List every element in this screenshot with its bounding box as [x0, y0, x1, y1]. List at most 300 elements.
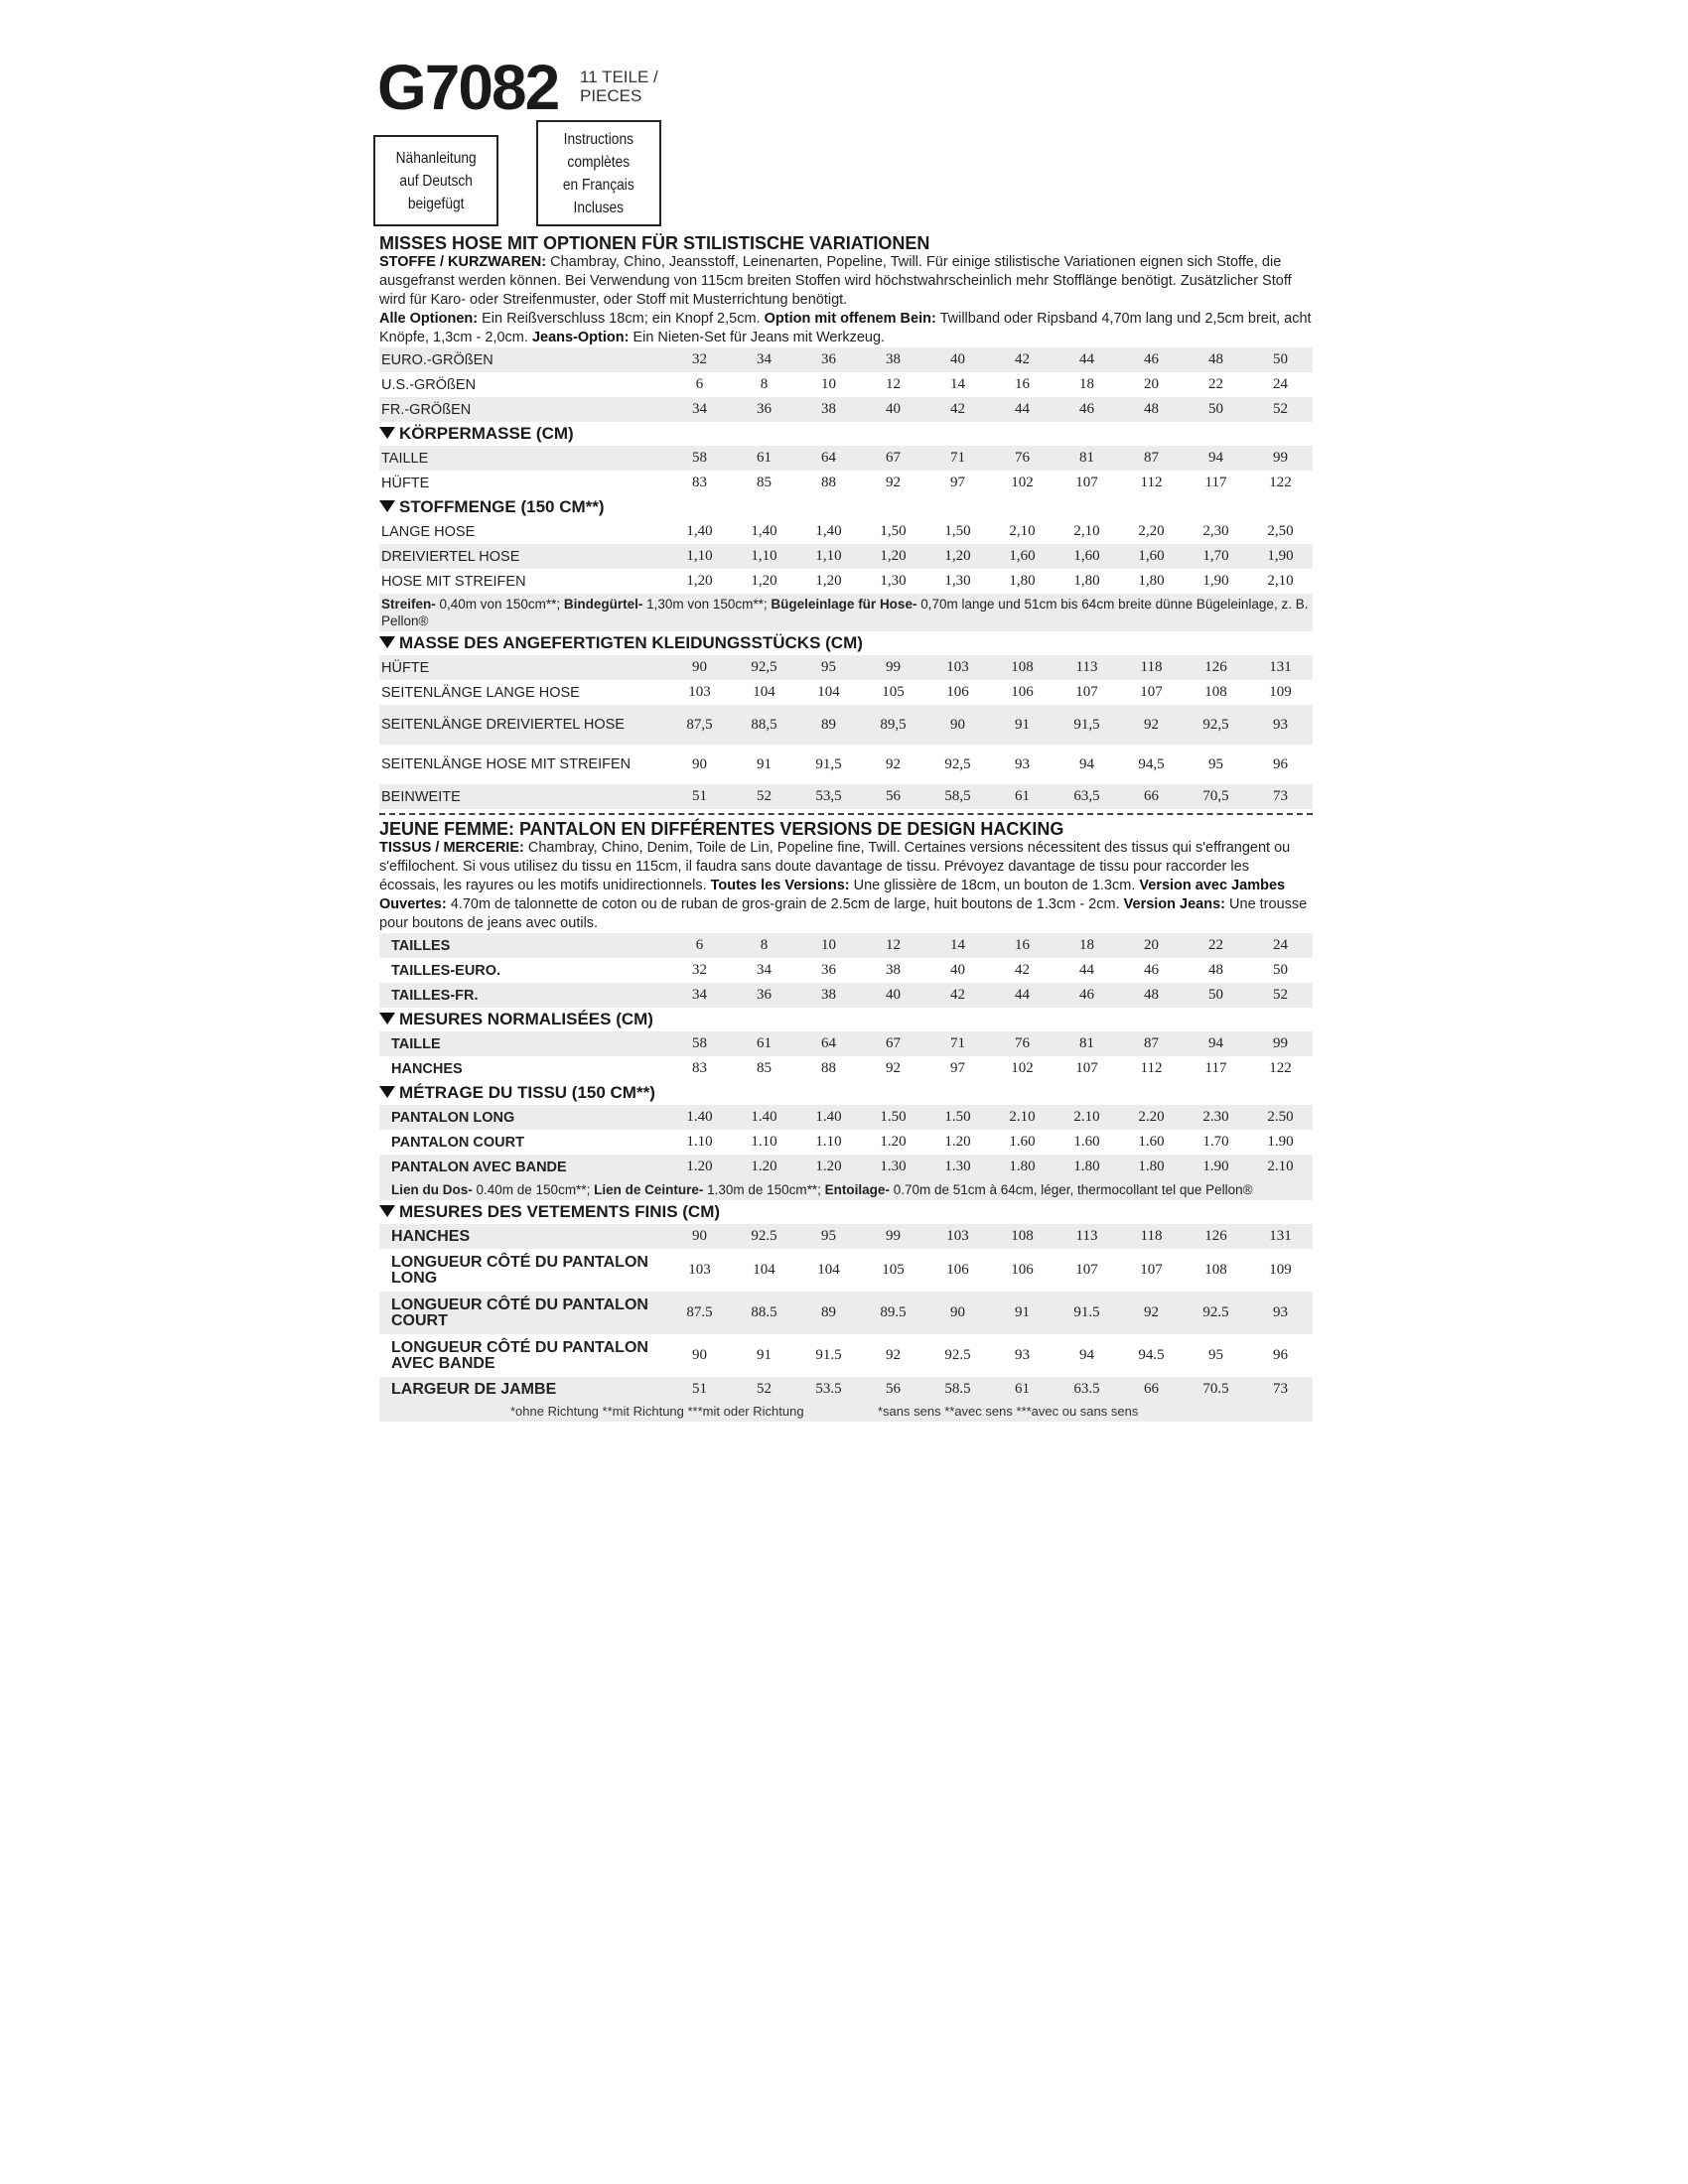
size-value-cell: 1.90 — [1184, 1155, 1248, 1179]
size-value-cell: 108 — [990, 1224, 1055, 1249]
table-row — [379, 933, 1313, 958]
size-value-cell: 1.40 — [732, 1105, 796, 1130]
size-value-cell: 20 — [1119, 933, 1184, 958]
size-value-cell: 44 — [990, 983, 1055, 1008]
size-value-cell: 96 — [1273, 1347, 1288, 1363]
table-row — [379, 519, 1313, 544]
size-value-cell: 2.10 — [990, 1105, 1055, 1130]
size-value-cell: 53.5 — [796, 1377, 861, 1402]
size-value-cell: 18 — [1079, 376, 1094, 392]
size-value-cell: 107 — [1140, 1262, 1163, 1278]
size-value-cell: 51 — [667, 1377, 732, 1402]
size-chart-content — [379, 232, 1313, 1422]
size-value-cell: 95 — [1208, 1347, 1223, 1363]
size-value-cell: 12 — [886, 376, 901, 392]
german-notions: Alle Optionen: Ein Reißverschluss 18cm; ein Knopf 2,5cm. Option mit offenem Bein: Twillband oder Ripsband 4,70m lang und 2,5cm breit, acht Knöpfe, 1,3cm - 2,0cm. Jeans-Option: Ein Nieten-Set für Jeans mit Werkzeug. — [379, 311, 1312, 345]
size-value-cell: 97 — [950, 1060, 965, 1076]
row-label: BEINWEITE — [379, 784, 667, 809]
size-value-cell: 1,20 — [686, 573, 713, 589]
size-value-cell: 91,5 — [815, 755, 842, 772]
size-value-cell: 1.10 — [686, 1134, 713, 1150]
table-row — [379, 655, 1313, 680]
size-value-cell: 56 — [861, 1377, 925, 1402]
french-size-table — [379, 933, 1313, 1008]
size-value-cell: 87 — [1119, 1031, 1184, 1056]
table-row — [379, 983, 1313, 1008]
size-value-cell: 32 — [692, 962, 707, 978]
size-value-cell: 1.30 — [925, 1155, 990, 1179]
size-value-cell: 1,60 — [1055, 544, 1119, 569]
size-value-cell: 102 — [1011, 475, 1034, 490]
row-label: PANTALON COURT — [391, 1134, 524, 1151]
size-value-cell: 83 — [692, 475, 707, 490]
size-value-cell: 50 — [1248, 347, 1313, 372]
german-instructions-text: Nähanleitung auf Deutsch beigefügt — [395, 149, 477, 212]
size-value-cell: 85 — [757, 475, 772, 490]
size-value-cell: 38 — [861, 347, 925, 372]
row-label: SEITENLÄNGE HOSE MIT STREIFEN — [381, 756, 632, 772]
size-value-cell: 126 — [1184, 655, 1248, 680]
table-row — [379, 958, 1313, 983]
size-value-cell: 2,20 — [1138, 523, 1165, 539]
size-value-cell: 104 — [753, 684, 775, 700]
size-value-cell: 8 — [760, 376, 769, 392]
size-value-cell: 2,10 — [1267, 573, 1294, 589]
table-row — [379, 544, 1313, 569]
size-value-cell: 58 — [667, 1031, 732, 1056]
size-value-cell: 66 — [1119, 784, 1184, 809]
size-value-cell: 1.20 — [880, 1134, 907, 1150]
size-value-cell: 91.5 — [1055, 1292, 1119, 1334]
size-value-cell: 1.60 — [1009, 1134, 1036, 1150]
size-value-cell: 1.80 — [1055, 1155, 1119, 1179]
german-finished-table — [379, 655, 1313, 809]
size-value-cell: 6 — [667, 933, 732, 958]
data-table — [379, 655, 1313, 809]
size-value-cell: 91 — [990, 705, 1055, 745]
size-value-cell: 93 — [1015, 755, 1030, 772]
size-value-cell: 61 — [990, 1377, 1055, 1402]
row-label: HOSE MIT STREIFEN — [381, 573, 526, 590]
size-value-cell: 61 — [732, 446, 796, 471]
french-fabric-heading: MÉTRAGE DU TISSU (150 CM**) — [379, 1081, 1313, 1105]
size-value-cell: 1,80 — [1073, 573, 1100, 589]
size-value-cell: 14 — [950, 376, 965, 392]
size-value-cell: 1,40 — [815, 523, 842, 539]
size-value-cell: 76 — [990, 446, 1055, 471]
size-value-cell: 14 — [925, 933, 990, 958]
size-value-cell: 40 — [925, 347, 990, 372]
size-value-cell: 1.90 — [1267, 1134, 1294, 1150]
size-value-cell: 107 — [1075, 1262, 1098, 1278]
table-row — [379, 372, 1313, 397]
size-value-cell: 50 — [1184, 397, 1248, 422]
size-value-cell: 92 — [886, 475, 901, 490]
size-value-cell: 10 — [821, 376, 836, 392]
size-value-cell: 92 — [1119, 705, 1184, 745]
size-value-cell: 1.20 — [944, 1134, 971, 1150]
french-finished-table — [379, 1224, 1313, 1402]
size-value-cell: 90 — [692, 1347, 707, 1363]
size-value-cell: 51 — [667, 784, 732, 809]
size-value-cell: 1,40 — [751, 523, 777, 539]
size-value-cell: 90 — [667, 655, 732, 680]
size-value-cell: 1,90 — [1202, 573, 1229, 589]
size-value-cell: 88,5 — [732, 705, 796, 745]
size-value-cell: 1,50 — [944, 523, 971, 539]
size-value-cell: 106 — [946, 1262, 969, 1278]
table-row — [379, 471, 1313, 495]
footnote-french: *sans sens **avec sens ***avec ou sans sens — [878, 1404, 1139, 1419]
table-row — [379, 705, 1313, 745]
size-value-cell: 106 — [946, 684, 969, 700]
table-row — [379, 1292, 1313, 1334]
size-value-cell: 48 — [1119, 397, 1184, 422]
triangle-down-icon — [379, 1205, 395, 1217]
triangle-down-icon — [379, 1086, 395, 1098]
footnotes — [379, 1402, 1313, 1422]
size-value-cell: 88 — [821, 1060, 836, 1076]
size-value-cell: 44 — [1079, 962, 1094, 978]
size-value-cell: 34 — [732, 347, 796, 372]
size-value-cell: 91 — [990, 1292, 1055, 1334]
size-value-cell: 1.20 — [732, 1155, 796, 1179]
row-label: EURO.-GRÖßEN — [379, 347, 667, 372]
size-value-cell: 109 — [1269, 684, 1292, 700]
row-label: SEITENLÄNGE LANGE HOSE — [381, 684, 580, 701]
row-label: FR.-GRÖßEN — [379, 397, 667, 422]
triangle-down-icon — [379, 427, 395, 439]
size-value-cell: 99 — [1248, 446, 1313, 471]
triangle-down-icon — [379, 636, 395, 648]
size-value-cell: 53,5 — [796, 784, 861, 809]
size-value-cell: 126 — [1184, 1224, 1248, 1249]
size-value-cell: 95 — [1208, 755, 1223, 772]
size-value-cell: 81 — [1055, 446, 1119, 471]
size-value-cell: 2.10 — [1055, 1105, 1119, 1130]
size-value-cell: 1.20 — [667, 1155, 732, 1179]
french-body-heading: MESURES NORMALISÉES (CM) — [379, 1008, 1313, 1031]
size-value-cell: 97 — [950, 475, 965, 490]
size-value-cell: 105 — [882, 684, 905, 700]
size-value-cell: 48 — [1119, 983, 1184, 1008]
size-value-cell: 93 — [1015, 1347, 1030, 1363]
row-label: HÜFTE — [381, 475, 430, 491]
size-value-cell: 24 — [1273, 376, 1288, 392]
size-value-cell: 40 — [861, 983, 925, 1008]
size-value-cell: 87 — [1119, 446, 1184, 471]
size-value-cell: 40 — [861, 397, 925, 422]
size-value-cell: 112 — [1140, 1060, 1163, 1076]
size-value-cell: 104 — [817, 684, 840, 700]
size-value-cell: 73 — [1248, 784, 1313, 809]
size-value-cell: 46 — [1144, 962, 1159, 978]
row-label: SEITENLÄNGE DREIVIERTEL HOSE — [379, 705, 667, 745]
size-value-cell: 1.60 — [1138, 1134, 1165, 1150]
size-value-cell: 91 — [757, 1347, 772, 1363]
size-value-cell: 63,5 — [1055, 784, 1119, 809]
table-row — [379, 1377, 1313, 1402]
size-value-cell: 73 — [1248, 1377, 1313, 1402]
german-finished-heading: MASSE DES ANGEFERTIGTEN KLEIDUNGSSTÜCKS (CM) — [379, 631, 1313, 655]
size-value-cell: 2.30 — [1184, 1105, 1248, 1130]
size-value-cell: 113 — [1055, 655, 1119, 680]
size-value-cell: 2,30 — [1202, 523, 1229, 539]
data-table — [379, 446, 1313, 495]
size-value-cell: 1,70 — [1184, 544, 1248, 569]
size-value-cell: 38 — [796, 397, 861, 422]
size-value-cell: 36 — [821, 962, 836, 978]
size-value-cell: 92.5 — [1184, 1292, 1248, 1334]
size-value-cell: 103 — [688, 1262, 711, 1278]
size-value-cell: 90 — [925, 705, 990, 745]
row-label: LANGE HOSE — [381, 523, 476, 540]
size-value-cell: 1,50 — [880, 523, 907, 539]
size-value-cell: 91 — [757, 755, 772, 772]
size-value-cell: 107 — [1075, 475, 1098, 490]
row-label: HANCHES — [391, 1060, 463, 1077]
size-value-cell: 96 — [1273, 755, 1288, 772]
german-body-table — [379, 446, 1313, 495]
size-value-cell: 6 — [695, 376, 704, 392]
size-value-cell: 87,5 — [667, 705, 732, 745]
size-value-cell: 58.5 — [925, 1377, 990, 1402]
size-value-cell: 118 — [1119, 1224, 1184, 1249]
size-value-cell: 44 — [1055, 347, 1119, 372]
size-value-cell: 1,20 — [751, 573, 777, 589]
data-table — [379, 1031, 1313, 1081]
size-value-cell: 2.50 — [1248, 1105, 1313, 1130]
size-value-cell: 36 — [796, 347, 861, 372]
row-label: LONGUEUR CÔTÉ DU PANTALON LONG — [391, 1253, 648, 1287]
size-value-cell: 46 — [1055, 397, 1119, 422]
row-label: TAILLES — [379, 933, 667, 958]
size-value-cell: 1.10 — [815, 1134, 842, 1150]
size-value-cell: 95 — [796, 1224, 861, 1249]
table-row — [379, 1334, 1313, 1377]
size-value-cell: 52 — [732, 784, 796, 809]
french-fabric-table — [379, 1105, 1313, 1179]
size-value-cell: 103 — [688, 684, 711, 700]
size-value-cell: 94 — [1184, 446, 1248, 471]
size-value-cell: 67 — [861, 1031, 925, 1056]
size-value-cell: 122 — [1269, 475, 1292, 490]
size-value-cell: 36 — [732, 983, 796, 1008]
size-value-cell: 52 — [732, 1377, 796, 1402]
size-value-cell: 42 — [990, 347, 1055, 372]
size-value-cell: 104 — [753, 1262, 775, 1278]
row-label: HANCHES — [379, 1224, 667, 1249]
data-table — [379, 1224, 1313, 1402]
size-value-cell: 89 — [796, 705, 861, 745]
size-value-cell: 1.30 — [861, 1155, 925, 1179]
size-value-cell: 106 — [1011, 1262, 1034, 1278]
size-value-cell: 16 — [990, 933, 1055, 958]
size-value-cell: 92 — [886, 755, 901, 772]
french-instructions-box — [536, 120, 661, 226]
size-value-cell: 46 — [1055, 983, 1119, 1008]
size-value-cell: 1,30 — [880, 573, 907, 589]
size-value-cell: 76 — [990, 1031, 1055, 1056]
size-value-cell: 1.40 — [796, 1105, 861, 1130]
data-table — [379, 347, 1313, 422]
size-value-cell: 122 — [1269, 1060, 1292, 1076]
data-table — [379, 933, 1313, 1008]
size-value-cell: 2.10 — [1248, 1155, 1313, 1179]
table-row — [379, 569, 1313, 594]
size-value-cell: 34 — [667, 983, 732, 1008]
size-value-cell: 107 — [1140, 684, 1163, 700]
size-value-cell: 89 — [796, 1292, 861, 1334]
french-fabrics: TISSUS / MERCERIE: Chambray, Chino, Denim, Toile de Lin, Popeline fine, Twill. Certaines versions nécessitent des tissus qui s'effrangent ou s'effilochent. Si vous utilisez du tissu en 115cm, il faudra sans doute davantage de tissu. Prévoyez davantage de tissu pour raccorder les écossais, les rayures ou les motifs unidirectionnels. Toutes les Versions: Une glissière de 18cm, un bouton de 1.3cm. Version avec Jambes Ouvertes: 4.70m de talonnette de coton ou de ruban de gros-grain de 2.5cm de large, huit boutons de 1.3cm - 2cm. Version Jeans: Une trousse pour boutons de jeans avec outils. — [379, 840, 1308, 931]
size-value-cell: 92 — [1119, 1292, 1184, 1334]
size-value-cell: 1.80 — [990, 1155, 1055, 1179]
size-value-cell: 50 — [1273, 962, 1288, 978]
table-row — [379, 446, 1313, 471]
french-title: JEUNE FEMME: PANTALON EN DIFFÉRENTES VERSIONS DE DESIGN HACKING — [379, 819, 1064, 839]
size-value-cell: 1,20 — [861, 544, 925, 569]
size-value-cell: 108 — [1204, 1262, 1227, 1278]
size-value-cell: 92 — [886, 1060, 901, 1076]
size-value-cell: 67 — [861, 446, 925, 471]
size-value-cell: 108 — [990, 655, 1055, 680]
row-label: TAILLE — [379, 446, 667, 471]
german-title: MISSES HOSE MIT OPTIONEN FÜR STILISTISCHE VARIATIONEN — [379, 233, 930, 253]
size-value-cell: 131 — [1248, 1224, 1313, 1249]
size-value-cell: 1,60 — [990, 544, 1055, 569]
row-label: TAILLES-FR. — [379, 983, 667, 1008]
size-value-cell: 52 — [1248, 397, 1313, 422]
size-value-cell: 89,5 — [861, 705, 925, 745]
size-value-cell: 1,40 — [686, 523, 713, 539]
size-value-cell: 131 — [1248, 655, 1313, 680]
size-value-cell: 1,30 — [944, 573, 971, 589]
size-value-cell: 34 — [757, 962, 772, 978]
size-value-cell: 94 — [1184, 1031, 1248, 1056]
table-row — [379, 1056, 1313, 1081]
size-value-cell: 99 — [861, 1224, 925, 1249]
size-value-cell: 63.5 — [1055, 1377, 1119, 1402]
size-value-cell: 38 — [796, 983, 861, 1008]
size-value-cell: 108 — [1204, 684, 1227, 700]
size-value-cell: 118 — [1119, 655, 1184, 680]
table-row — [379, 1130, 1313, 1155]
size-value-cell: 20 — [1144, 376, 1159, 392]
size-value-cell: 16 — [1015, 376, 1030, 392]
size-value-cell: 8 — [732, 933, 796, 958]
size-value-cell: 1,90 — [1248, 544, 1313, 569]
size-value-cell: 104 — [817, 1262, 840, 1278]
french-finished-heading: MESURES DES VETEMENTS FINIS (CM) — [379, 1200, 1313, 1224]
size-value-cell: 48 — [1208, 962, 1223, 978]
size-value-cell: 92,5 — [732, 655, 796, 680]
size-value-cell: 61 — [732, 1031, 796, 1056]
size-value-cell: 85 — [757, 1060, 772, 1076]
size-value-cell: 10 — [796, 933, 861, 958]
triangle-down-icon — [379, 1013, 395, 1024]
size-value-cell: 92,5 — [1184, 705, 1248, 745]
size-value-cell: 94 — [1079, 755, 1094, 772]
size-value-cell: 1,20 — [925, 544, 990, 569]
size-value-cell: 38 — [886, 962, 901, 978]
size-value-cell: 113 — [1055, 1224, 1119, 1249]
row-label: DREIVIERTEL HOSE — [379, 544, 667, 569]
size-value-cell: 90 — [925, 1292, 990, 1334]
row-label: LONGUEUR CÔTÉ DU PANTALON COURT — [379, 1292, 667, 1334]
table-row — [379, 347, 1313, 372]
size-value-cell: 95 — [796, 655, 861, 680]
size-value-cell: 117 — [1204, 475, 1227, 490]
size-value-cell: 61 — [990, 784, 1055, 809]
row-label: PANTALON AVEC BANDE — [379, 1155, 667, 1179]
size-value-cell: 52 — [1248, 983, 1313, 1008]
size-value-cell: 88 — [821, 475, 836, 490]
size-value-cell: 24 — [1248, 933, 1313, 958]
size-value-cell: 107 — [1075, 684, 1098, 700]
row-label: TAILLES-EURO. — [391, 962, 501, 979]
size-value-cell: 91,5 — [1055, 705, 1119, 745]
size-value-cell: 56 — [861, 784, 925, 809]
size-value-cell: 64 — [796, 446, 861, 471]
size-value-cell: 92.5 — [944, 1347, 971, 1363]
table-row — [379, 1105, 1313, 1130]
size-value-cell: 42 — [925, 983, 990, 1008]
size-value-cell: 105 — [882, 1262, 905, 1278]
row-label: U.S.-GRÖßEN — [381, 376, 477, 393]
size-value-cell: 2,10 — [1073, 523, 1100, 539]
triangle-down-icon — [379, 500, 395, 512]
row-label: HÜFTE — [379, 655, 667, 680]
size-value-cell: 46 — [1119, 347, 1184, 372]
size-value-cell: 18 — [1055, 933, 1119, 958]
size-value-cell: 44 — [990, 397, 1055, 422]
size-value-cell: 48 — [1184, 347, 1248, 372]
table-row — [379, 680, 1313, 705]
german-fabric-note: Streifen- 0,40m von 150cm**; Bindegürtel- 1,30m von 150cm**; Bügeleinlage für Hose- 0,70m lange und 51cm bis 64cm breite dünne Bügeleinlage, z. B. Pellon® — [379, 594, 1313, 631]
section-divider — [379, 813, 1313, 815]
size-value-cell: 89.5 — [861, 1292, 925, 1334]
size-value-cell: 99 — [861, 655, 925, 680]
size-value-cell: 117 — [1204, 1060, 1227, 1076]
table-row — [379, 1031, 1313, 1056]
size-value-cell: 106 — [1011, 684, 1034, 700]
size-value-cell: 1,80 — [1138, 573, 1165, 589]
table-row — [379, 1155, 1313, 1179]
size-value-cell: 99 — [1248, 1031, 1313, 1056]
table-row — [379, 784, 1313, 809]
row-label: TAILLE — [379, 1031, 667, 1056]
size-value-cell: 1,10 — [796, 544, 861, 569]
size-value-cell: 102 — [1011, 1060, 1034, 1076]
row-label: LONGUEUR CÔTÉ DU PANTALON AVEC BANDE — [391, 1338, 648, 1372]
size-value-cell: 103 — [925, 1224, 990, 1249]
french-body-table — [379, 1031, 1313, 1081]
size-value-cell: 12 — [861, 933, 925, 958]
table-row — [379, 397, 1313, 422]
size-value-cell: 1,80 — [1009, 573, 1036, 589]
size-value-cell: 92.5 — [732, 1224, 796, 1249]
size-value-cell: 34 — [667, 397, 732, 422]
size-value-cell: 64 — [796, 1031, 861, 1056]
size-value-cell: 1.80 — [1119, 1155, 1184, 1179]
size-value-cell: 93 — [1248, 1292, 1313, 1334]
size-value-cell: 112 — [1140, 475, 1163, 490]
french-instructions-text: Instructions complètes en Français Incluses — [563, 130, 634, 216]
size-value-cell: 83 — [692, 1060, 707, 1076]
size-value-cell: 58,5 — [925, 784, 990, 809]
size-value-cell: 109 — [1269, 1262, 1292, 1278]
size-value-cell: 2.20 — [1119, 1105, 1184, 1130]
